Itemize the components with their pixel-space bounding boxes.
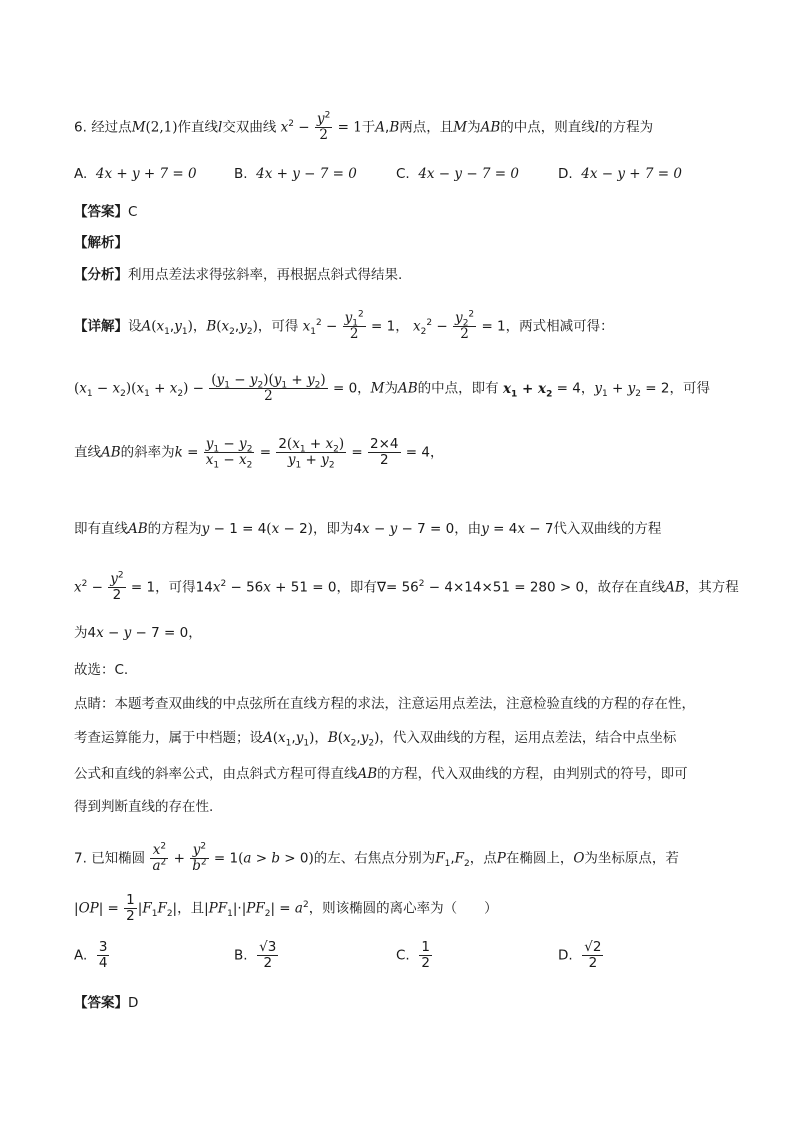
q7-option-c: C. $\frac{1}{2}$: [396, 939, 430, 971]
q6-analysis-tag: 【解析】: [74, 235, 128, 251]
q6-option-a: A. 4x + y + 7 = 0: [74, 166, 197, 182]
q7-option-b: B. $\frac{√3}{2}$: [234, 939, 277, 971]
q7-stem-2: |OP| = $\frac{1}{2}$ $|F_1F_2|$，且$|PF_1|\cdot|PF_2| = a^2$，则该椭圆的离心率为（ ）: [74, 892, 498, 924]
q7-option-a: A. $\frac{3}{4}$: [74, 939, 108, 971]
q7-answer: 【答案】D: [74, 995, 139, 1011]
q6-fenxi: 【分析】利用点差法求得弦斜率，再根据点斜式得结果.: [74, 267, 403, 283]
q6-note-3: 公式和直线的斜率公式，由点斜式方程可得直线AB的方程，代入双曲线的方程，由判别式的符号，即可: [74, 766, 688, 782]
q6-option-d: D. 4x − y + 7 = 0: [558, 166, 682, 182]
q6-detail-5: $x^2$ − $\frac{y^2}{2}$ = 1，可得$14x^2 - 56x + 51 = 0$，即有∇= $56^2 - 4\times 14\times 51 = 280 > 0$，故存在直线AB，其方程: [74, 570, 739, 603]
q6-answer: 【答案】C: [74, 204, 138, 220]
q6-note-4: 得到判断直线的存在性.: [74, 799, 214, 815]
q6-note-1: 点睛：本题考查双曲线的中点弦所在直线方程的求法，注意运用点差法，注意检验直线的方程的存在性，: [74, 696, 695, 712]
q6-option-c: C. 4x − y − 7 = 0: [396, 166, 520, 182]
q6-note-2: 考查运算能力，属于中档题；设$A(x_1,y_1)$，$B(x_2,y_2)$，代入双曲线的方程，运用点差法，结合中点坐标: [74, 730, 677, 749]
q7-number: 7.: [74, 850, 87, 867]
q6-detail-6: 为4x − y − 7 = 0，: [74, 625, 202, 641]
q6-detail-4: 即有直线AB的方程为y − 1 = 4(x − 2)，即为4x − y − 7 = 0，由y = 4x − 7代入双曲线的方程: [74, 521, 662, 537]
q6-choice: 故选：C.: [74, 662, 129, 678]
q6-stem: 6. 经过点M(2,1)作直线l交双曲线 $x^2$ − $\frac{y^2}{2}$ = 1于A,B两点，且M为AB的中点，则直线l的方程为: [74, 110, 654, 143]
q6-detail-2: $(x_1 - x_2)(x_1 + x_2)$ − $\frac{(y_1 - y_2)(y_1 + y_2)}{2}$ = 0，M为AB的中点，即有 $x_1 + x_2 = 4$，$y_1 + y_2 = 2$，可得: [74, 372, 710, 404]
q6-option-b: B. 4x + y − 7 = 0: [234, 166, 357, 182]
q7-option-d: D. $\frac{√2}{2}$: [558, 939, 602, 971]
q6-detail-3: 直线AB的斜率为k = $\frac{y_1 - y_2}{x_1 - x_2}$ = $\frac{2(x_1 + x_2)}{y_1 + y_2}$ = $\frac{2\times 4}{2}$ = 4，: [74, 436, 444, 471]
q6-number: 6.: [74, 119, 87, 136]
q6-detail-1: 【详解】设$A(x_1,y_1)$，$B(x_2,y_2)$，可得 $x_1^2$ − $\frac{y_1^2}{2}$ = 1， $x_2^2$ − $\frac{y_2^2}{2}$ = 1，两式相减可得：: [74, 309, 614, 342]
q7-stem-1: 7. 已知椭圆 $\frac{x^2}{a^2}$ + $\frac{y^2}{b^2}$ = 1(a > b > 0)的左、右焦点分别为$F_1,F_2$，点P在椭圆上，O为坐标原点，若: [74, 841, 679, 874]
